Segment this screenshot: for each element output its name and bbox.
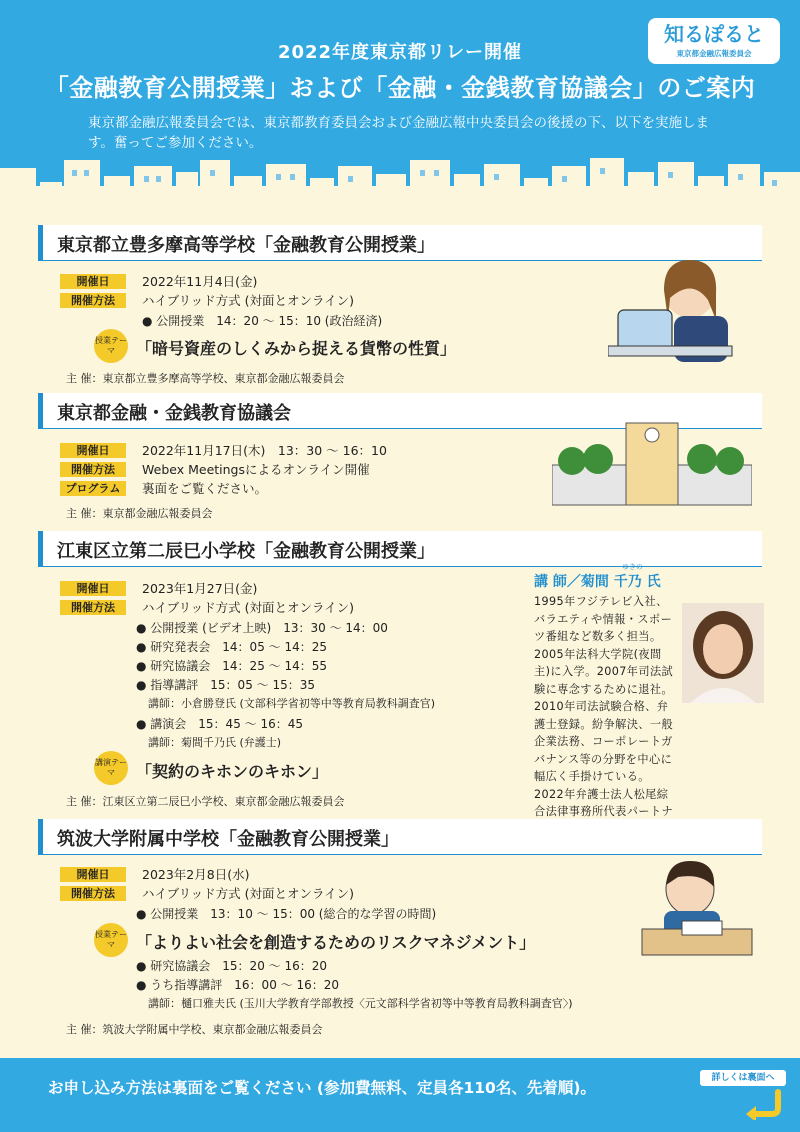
program-label: プログラム (60, 481, 126, 496)
section-header (38, 531, 762, 567)
date-label: 開催日 (60, 274, 126, 289)
section-toyotama (38, 225, 762, 385)
section-council (38, 393, 762, 523)
class-theme: 「暗号資産のしくみから捉える貨幣の性質」 (136, 339, 457, 358)
class-theme: 「よりよい社会を創造するためのリスクマネジメント」 (136, 933, 536, 952)
detail-item: ● 講演会 15：45 ～ 16：45 (136, 717, 303, 731)
detail-item: 講師：菊間千乃氏 (弁護士) (148, 736, 282, 749)
school-building-illustration (552, 413, 752, 509)
event-method: ハイブリッド方式 (対面とオンライン) (142, 600, 354, 615)
host-info: 主 催：筑波大学附属中学校、東京都金融広報委員会 (66, 1023, 323, 1036)
student-studying-illustration (638, 849, 756, 959)
application-note: お申し込み方法は裏面をご覧ください (参加費無料、定員各110名、先着順)。 (48, 1079, 596, 1097)
event-subtitle: 2022年度東京都リレー開催 (277, 42, 523, 63)
return-arrow-icon (740, 1088, 784, 1120)
detail-item: ● 研究協議会 14：25 ～ 14：55 (136, 659, 327, 673)
logo-text: 知るぽると (664, 22, 764, 46)
method-label: 開催方法 (60, 462, 126, 477)
header-banner (0, 0, 800, 205)
host-info: 主 催：東京都立豊多摩高等学校、東京都金融広報委員会 (66, 372, 345, 385)
method-label: 開催方法 (60, 886, 126, 901)
detail-item: ● うち指導講評 16：00 ～ 16：20 (136, 978, 339, 992)
section-title: 東京都立豊多摩高等学校「金融教育公開授業」 (57, 235, 435, 256)
see-back-label: 詳しくは裏面へ (700, 1070, 786, 1086)
theme-badge: 講演テーマ (94, 751, 128, 785)
detail-item: ● 研究発表会 14：05 ～ 14：25 (136, 640, 327, 654)
date-label: 開催日 (60, 867, 126, 882)
footer-banner (0, 1058, 800, 1132)
lecturer-bio-text: 1995年フジテレビ入社、バラエティや情報・スポーツ番組など数多く担当。2005年法科大学院(夜間主)に入学。2007年司法試験に専念するために退社。2010年司法試験合格、弁護士登録。紛争解決、一般企業法務、コーポレートガバナンス等の分野を中心に幅広く手掛けている。2022年弁護士法人松尾綜合法律事務所代表パートナ (534, 595, 674, 818)
detail-item: 講師：小倉勝登氏 (文部科学省初等中等教育局教科調査官) (148, 697, 436, 710)
theme-badge: 授業テーマ (94, 923, 128, 957)
section-title: 江東区立第二辰巳小学校「金融教育公開授業」 (57, 541, 435, 562)
program-text: 裏面をご覧ください。 (142, 481, 268, 496)
detail-item: ● 公開授業 13：10 ～ 15：00 (総合的な学習の時間) (136, 907, 437, 921)
section-tsukuba (38, 819, 762, 1049)
date-label: 開催日 (60, 581, 126, 596)
see-back-button[interactable] (700, 1070, 786, 1120)
method-label: 開催方法 (60, 600, 126, 615)
host-info: 主 催：東京都金融広報委員会 (66, 507, 213, 520)
method-label: 開催方法 (60, 293, 126, 308)
lecturer-bio (534, 593, 766, 838)
event-date: 2023年2月8日(水) (142, 867, 250, 882)
event-method: ハイブリッド方式 (対面とオンライン) (142, 886, 354, 901)
section-title: 東京都金融・金銭教育協議会 (57, 403, 291, 424)
event-date: 2022年11月17日(木) 13：30 ～ 16：10 (142, 443, 387, 458)
main-content (38, 215, 762, 1053)
lecture-theme: 「契約のキホンのキホン」 (136, 762, 329, 781)
event-method: Webex Meetingsによるオンライン開催 (142, 462, 370, 477)
section-title: 筑波大学附属中学校「金融教育公開授業」 (57, 829, 399, 850)
date-label: 開催日 (60, 443, 126, 458)
teacher-at-computer-illustration (608, 250, 748, 370)
detail-item: ● 研究協議会 15：20 ～ 16：20 (136, 959, 327, 973)
host-info: 主 催：江東区立第二辰巳小学校、東京都金融広報委員会 (66, 795, 345, 808)
page-title: 「金融教育公開授業」および「金融・金銭教育協議会」のご案内 (44, 74, 756, 102)
detail-item: ● 指導講評 15：05 ～ 15：35 (136, 678, 315, 692)
lecturer-name-ruby: ゆきの (622, 563, 643, 571)
detail-item: ● 公開授業 (ビデオ上映) 13：30 ～ 14：00 (136, 621, 388, 635)
event-date: 2023年1月27日(金) (142, 581, 258, 596)
detail-item: ● 公開授業 14：20 ～ 15：10 (政治経済) (142, 314, 383, 328)
shiruporuto-logo (648, 18, 780, 64)
intro-text: 東京都金融広報委員会では、東京都教育委員会および金融広報中央委員会の後援の下、以下を実施します。奮ってご参加ください。 (88, 115, 709, 151)
theme-badge: 授業テーマ (94, 329, 128, 363)
lecturer-heading: 講 師／菊間 千乃 氏 (534, 574, 661, 590)
event-method: ハイブリッド方式 (対面とオンライン) (142, 293, 354, 308)
logo-subtitle: 東京都金融広報委員会 (676, 49, 752, 58)
detail-item: 講師：樋口雅夫氏 (玉川大学教育学部教授〈元文部科学省初等中等教育局教科調査官〉) (148, 997, 573, 1010)
event-date: 2022年11月4日(金) (142, 274, 258, 289)
